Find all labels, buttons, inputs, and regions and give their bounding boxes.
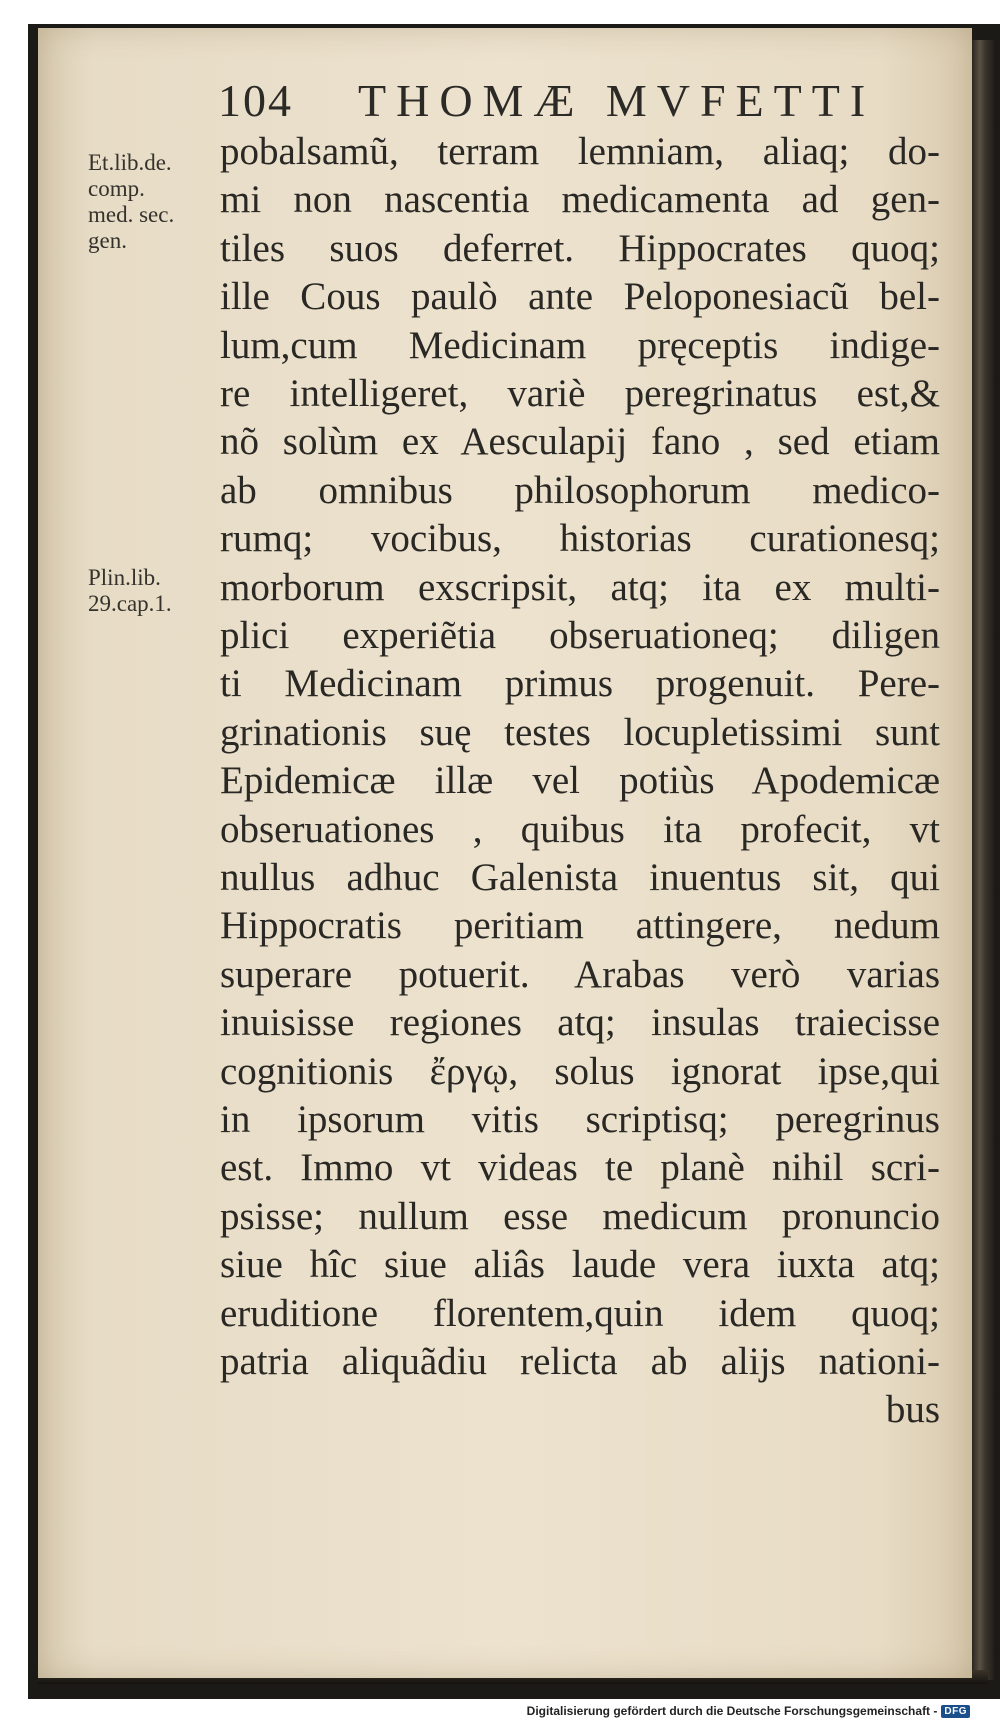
text-line: tiles suos deferret. Hippocrates quoq;: [220, 226, 940, 270]
text-line: ille Cous paulò ante Peloponesiacũ bel-: [220, 275, 940, 319]
text-line: Hippocratis peritiam attingere, nedum: [220, 904, 940, 948]
text-line: lum,cum Medicinam pręceptis indige-: [220, 323, 940, 367]
text-line: ab omnibus philosophorum medico-: [220, 468, 940, 512]
margin-note: [88, 150, 208, 254]
text-line: patria aliquãdiu relicta ab alijs nationi-: [220, 1340, 940, 1383]
text-line: nullus adhuc Galenista inuentus sit, qui: [220, 856, 940, 899]
page-number: 104: [218, 75, 293, 126]
margin-note-line: Et.lib.de.: [88, 150, 172, 175]
running-title: THOMÆ MVFETTI: [358, 75, 876, 126]
text-line: mi non nascentia medicamenta ad gen-: [220, 178, 940, 222]
text-line: Epidemicæ illæ vel potiùs Apodemicæ: [220, 759, 940, 803]
margin-note-line: gen.: [88, 228, 127, 253]
text-line: est. Immo vt videas te planè nihil scri-: [220, 1146, 940, 1190]
text-line: cognitionis ἔργῳ, solus ignorat ipse,qui: [220, 1049, 940, 1093]
text-line: morborum exscripsit, atq; ita ex multi-: [220, 565, 940, 609]
text-line: grinationis suę testes locupletissimi sunt: [220, 710, 940, 754]
text-line: nõ solùm ex Aesculapij fano , sed etiam: [220, 420, 940, 464]
margin-note: [88, 565, 208, 617]
text-line: bus: [885, 1388, 940, 1432]
text-line: in ipsorum vitis scriptisq; peregrinus: [220, 1098, 940, 1141]
text-line: siue hîc siue aliâs laude vera iuxta atq;: [220, 1243, 940, 1287]
text-line: rumq; vocibus, historias curationesq;: [220, 517, 940, 561]
text-line: re intelligeret, variè peregrinatus est,&: [220, 372, 940, 415]
text-line: ti Medicinam primus progenuit. Pere-: [220, 662, 940, 706]
margin-note-line: Plin.lib.: [88, 565, 161, 590]
margin-note-line: 29.cap.1.: [88, 591, 172, 616]
text-line: psisse; nullum esse medicum pronuncio: [220, 1194, 940, 1238]
credit-text: Digitalisierung gefördert durch die Deutsche Forschungsgemeinschaft -: [526, 1704, 938, 1718]
page-fore-edge: [972, 40, 994, 1680]
digitization-credit: [527, 1704, 970, 1718]
margin-note-line: comp.: [88, 176, 145, 201]
text-line: superare potuerit. Arabas verò varias: [220, 952, 940, 996]
dfg-logo: DFG: [941, 1705, 970, 1718]
text-line: inuisisse regiones atq; insulas traiecisse: [220, 1001, 940, 1045]
text-line: eruditione florentem,quin idem quoq;: [220, 1291, 940, 1335]
text-line: pobalsamũ, terram lemniam, aliaq; do-: [220, 130, 940, 173]
text-line: plici experiẽtia obseruationeq; diligen: [220, 614, 940, 657]
margin-note-line: med. sec.: [88, 202, 175, 227]
text-line: obseruationes , quibus ita profecit, vt: [220, 807, 940, 851]
